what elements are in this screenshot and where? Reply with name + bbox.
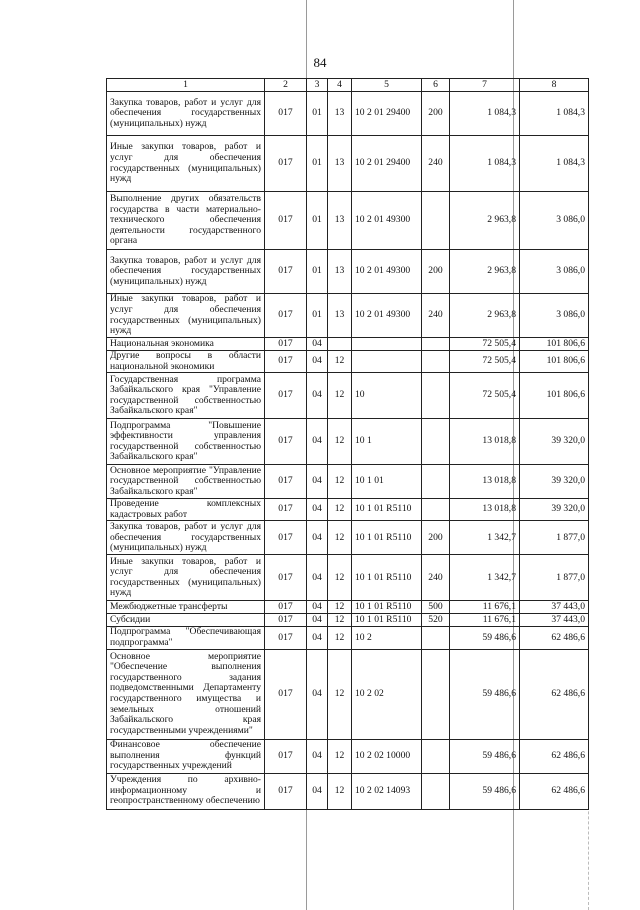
row-target-item-cell: 10 2 02 [352, 649, 422, 739]
row-code-cell: 017 [265, 773, 307, 809]
row-section-cell: 04 [307, 555, 328, 601]
table-row [107, 739, 589, 773]
row-amount-year2-cell: 3 086,0 [520, 294, 589, 338]
row-amount-year2-cell: 62 486,6 [520, 649, 589, 739]
row-target-item-cell: 10 [352, 373, 422, 419]
row-subsection-cell: 13 [328, 136, 352, 192]
row-amount-year1-cell: 2 963,8 [450, 192, 520, 250]
row-section-cell: 04 [307, 649, 328, 739]
row-target-item-cell: 10 1 01 R5110 [352, 601, 422, 614]
row-code-cell: 017 [265, 601, 307, 614]
row-subsection-cell: 13 [328, 294, 352, 338]
row-expense-type-cell: 500 [422, 601, 450, 614]
table-row [107, 250, 589, 294]
row-amount-year1-cell: 72 505,4 [450, 351, 520, 373]
row-section-cell: 04 [307, 465, 328, 499]
row-code-cell: 017 [265, 739, 307, 773]
row-subsection-cell: 12 [328, 649, 352, 739]
row-subsection-cell: 12 [328, 627, 352, 649]
row-code-cell: 017 [265, 192, 307, 250]
row-expense-type-cell: 240 [422, 555, 450, 601]
table-row [107, 351, 589, 373]
column-header-2: 2 [265, 79, 307, 92]
row-section-cell: 04 [307, 773, 328, 809]
row-amount-year2-cell: 62 486,6 [520, 739, 589, 773]
row-target-item-cell: 10 1 [352, 419, 422, 465]
row-amount-year1-cell: 13 018,8 [450, 465, 520, 499]
row-name-cell: Иные закупки товаров, работ и услуг для обеспечения государственных (муниципальных) нужд [107, 555, 265, 601]
row-expense-type-cell [422, 419, 450, 465]
row-amount-year1-cell: 1 084,3 [450, 92, 520, 136]
row-expense-type-cell: 240 [422, 136, 450, 192]
row-target-item-cell: 10 1 01 R5110 [352, 521, 422, 555]
row-subsection-cell: 13 [328, 92, 352, 136]
table-row [107, 92, 589, 136]
row-amount-year1-cell: 72 505,4 [450, 338, 520, 351]
row-name-cell: Основное мероприятие "Управление государственной собственностью Забайкальского края" [107, 465, 265, 499]
row-target-item-cell: 10 2 [352, 627, 422, 649]
row-code-cell: 017 [265, 499, 307, 521]
budget-table [106, 78, 589, 810]
table-row [107, 136, 589, 192]
row-subsection-cell: 12 [328, 419, 352, 465]
row-code-cell: 017 [265, 373, 307, 419]
row-code-cell: 017 [265, 136, 307, 192]
row-subsection-cell: 12 [328, 773, 352, 809]
table-row [107, 294, 589, 338]
row-code-cell: 017 [265, 351, 307, 373]
row-name-cell: Закупка товаров, работ и услуг для обеспечения государственных (муниципальных) нужд [107, 521, 265, 555]
table-row [107, 373, 589, 419]
row-name-cell: Национальная экономика [107, 338, 265, 351]
table-row [107, 419, 589, 465]
row-amount-year1-cell: 1 342,7 [450, 521, 520, 555]
row-amount-year2-cell: 3 086,0 [520, 192, 589, 250]
row-subsection-cell: 12 [328, 601, 352, 614]
row-expense-type-cell [422, 351, 450, 373]
row-expense-type-cell [422, 499, 450, 521]
row-section-cell: 04 [307, 521, 328, 555]
row-target-item-cell: 10 1 01 R5110 [352, 614, 422, 627]
row-section-cell: 04 [307, 499, 328, 521]
table-row [107, 773, 589, 809]
row-amount-year2-cell: 101 806,6 [520, 338, 589, 351]
row-section-cell: 04 [307, 419, 328, 465]
column-header-3: 3 [307, 79, 328, 92]
row-target-item-cell: 10 1 01 R5110 [352, 499, 422, 521]
row-amount-year1-cell: 59 486,6 [450, 627, 520, 649]
row-subsection-cell [328, 338, 352, 351]
row-code-cell: 017 [265, 338, 307, 351]
column-header-6: 6 [422, 79, 450, 92]
table-row [107, 614, 589, 627]
row-subsection-cell: 12 [328, 614, 352, 627]
table-body [107, 92, 589, 810]
row-code-cell: 017 [265, 521, 307, 555]
row-expense-type-cell: 200 [422, 521, 450, 555]
row-target-item-cell: 10 2 01 49300 [352, 192, 422, 250]
row-subsection-cell: 13 [328, 192, 352, 250]
row-name-cell: Подпрограмма "Повышение эффективности управления государственной собственностью Забайкальского края" [107, 419, 265, 465]
row-target-item-cell: 10 2 01 49300 [352, 250, 422, 294]
table-row [107, 601, 589, 614]
row-name-cell: Иные закупки товаров, работ и услуг для обеспечения государственных (муниципальных) нужд [107, 136, 265, 192]
row-section-cell: 04 [307, 627, 328, 649]
row-amount-year2-cell: 1 084,3 [520, 92, 589, 136]
row-name-cell: Межбюджетные трансферты [107, 601, 265, 614]
row-name-cell: Финансовое обеспечение выполнения функций государственных учреждений [107, 739, 265, 773]
column-header-8: 8 [520, 79, 589, 92]
row-section-cell: 04 [307, 739, 328, 773]
row-code-cell: 017 [265, 555, 307, 601]
row-section-cell: 01 [307, 294, 328, 338]
row-expense-type-cell: 200 [422, 92, 450, 136]
row-amount-year2-cell: 62 486,6 [520, 773, 589, 809]
row-section-cell: 01 [307, 92, 328, 136]
row-target-item-cell [352, 351, 422, 373]
column-header-4: 4 [328, 79, 352, 92]
column-header-5: 5 [352, 79, 422, 92]
row-code-cell: 017 [265, 419, 307, 465]
row-amount-year2-cell: 101 806,6 [520, 351, 589, 373]
row-amount-year2-cell: 62 486,6 [520, 627, 589, 649]
row-amount-year2-cell: 39 320,0 [520, 419, 589, 465]
row-subsection-cell: 12 [328, 351, 352, 373]
row-name-cell: Субсидии [107, 614, 265, 627]
row-target-item-cell [352, 338, 422, 351]
row-amount-year1-cell: 1 084,3 [450, 136, 520, 192]
row-amount-year2-cell: 101 806,6 [520, 373, 589, 419]
row-amount-year2-cell: 1 877,0 [520, 521, 589, 555]
row-expense-type-cell: 520 [422, 614, 450, 627]
row-amount-year1-cell: 72 505,4 [450, 373, 520, 419]
row-name-cell: Учреждения по архивно-информационному и геопространственному обеспечению [107, 773, 265, 809]
header-row [107, 79, 589, 92]
table-row [107, 192, 589, 250]
row-name-cell: Основное мероприятие "Обеспечение выполнения государственного задания подведомственными Департаменту государственного имущества и земельных отношений Забайкальского края государственными учреждениями" [107, 649, 265, 739]
row-section-cell: 04 [307, 373, 328, 419]
row-amount-year1-cell: 59 486,6 [450, 649, 520, 739]
row-code-cell: 017 [265, 92, 307, 136]
table-row [107, 521, 589, 555]
row-section-cell: 04 [307, 351, 328, 373]
row-expense-type-cell [422, 192, 450, 250]
row-target-item-cell: 10 2 01 49300 [352, 294, 422, 338]
row-target-item-cell: 10 2 02 14093 [352, 773, 422, 809]
table-row [107, 649, 589, 739]
row-subsection-cell: 13 [328, 250, 352, 294]
row-section-cell: 04 [307, 601, 328, 614]
row-amount-year2-cell: 1 877,0 [520, 555, 589, 601]
row-amount-year2-cell: 1 084,3 [520, 136, 589, 192]
row-name-cell: Государственная программа Забайкальского края "Управление государственной собственностью Забайкальского края" [107, 373, 265, 419]
row-subsection-cell: 12 [328, 555, 352, 601]
column-header-1: 1 [107, 79, 265, 92]
row-target-item-cell: 10 1 01 [352, 465, 422, 499]
row-amount-year1-cell: 11 676,1 [450, 614, 520, 627]
row-amount-year2-cell: 39 320,0 [520, 499, 589, 521]
row-name-cell: Подпрограмма "Обеспечивающая подпрограмма" [107, 627, 265, 649]
row-expense-type-cell [422, 739, 450, 773]
row-section-cell: 01 [307, 192, 328, 250]
row-expense-type-cell: 200 [422, 250, 450, 294]
row-name-cell: Иные закупки товаров, работ и услуг для обеспечения государственных (муниципальных) нужд [107, 294, 265, 338]
row-expense-type-cell [422, 773, 450, 809]
row-name-cell: Другие вопросы в области национальной экономики [107, 351, 265, 373]
row-amount-year1-cell: 2 963,8 [450, 294, 520, 338]
row-section-cell: 01 [307, 250, 328, 294]
row-amount-year1-cell: 13 018,8 [450, 499, 520, 521]
row-amount-year2-cell: 39 320,0 [520, 465, 589, 499]
row-target-item-cell: 10 1 01 R5110 [352, 555, 422, 601]
row-amount-year1-cell: 59 486,6 [450, 739, 520, 773]
table-row [107, 465, 589, 499]
row-expense-type-cell [422, 627, 450, 649]
row-code-cell: 017 [265, 294, 307, 338]
row-subsection-cell: 12 [328, 499, 352, 521]
row-subsection-cell: 12 [328, 739, 352, 773]
row-subsection-cell: 12 [328, 465, 352, 499]
row-expense-type-cell [422, 373, 450, 419]
row-code-cell: 017 [265, 649, 307, 739]
row-code-cell: 017 [265, 250, 307, 294]
row-name-cell: Проведение комплексных кадастровых работ [107, 499, 265, 521]
row-code-cell: 017 [265, 627, 307, 649]
row-subsection-cell: 12 [328, 521, 352, 555]
row-amount-year1-cell: 11 676,1 [450, 601, 520, 614]
page-number: 84 [313, 55, 327, 70]
row-amount-year1-cell: 59 486,6 [450, 773, 520, 809]
row-target-item-cell: 10 2 01 29400 [352, 92, 422, 136]
row-expense-type-cell [422, 465, 450, 499]
row-code-cell: 017 [265, 465, 307, 499]
row-expense-type-cell [422, 649, 450, 739]
table-row [107, 499, 589, 521]
row-amount-year2-cell: 37 443,0 [520, 614, 589, 627]
row-subsection-cell: 12 [328, 373, 352, 419]
row-name-cell: Закупка товаров, работ и услуг для обеспечения государственных (муниципальных) нужд [107, 250, 265, 294]
column-header-7: 7 [450, 79, 520, 92]
row-amount-year1-cell: 1 342,7 [450, 555, 520, 601]
row-target-item-cell: 10 2 01 29400 [352, 136, 422, 192]
table-row [107, 338, 589, 351]
row-name-cell: Выполнение других обязательств государства в части материально-технического обеспечения деятельности государственного органа [107, 192, 265, 250]
row-section-cell: 01 [307, 136, 328, 192]
row-expense-type-cell: 240 [422, 294, 450, 338]
row-expense-type-cell [422, 338, 450, 351]
table-row [107, 555, 589, 601]
row-code-cell: 017 [265, 614, 307, 627]
row-name-cell: Закупка товаров, работ и услуг для обеспечения государственных (муниципальных) нужд [107, 92, 265, 136]
row-amount-year1-cell: 2 963,8 [450, 250, 520, 294]
row-amount-year2-cell: 37 443,0 [520, 601, 589, 614]
row-section-cell: 04 [307, 338, 328, 351]
row-amount-year1-cell: 13 018,8 [450, 419, 520, 465]
row-amount-year2-cell: 3 086,0 [520, 250, 589, 294]
table-row [107, 627, 589, 649]
row-section-cell: 04 [307, 614, 328, 627]
row-target-item-cell: 10 2 02 10000 [352, 739, 422, 773]
